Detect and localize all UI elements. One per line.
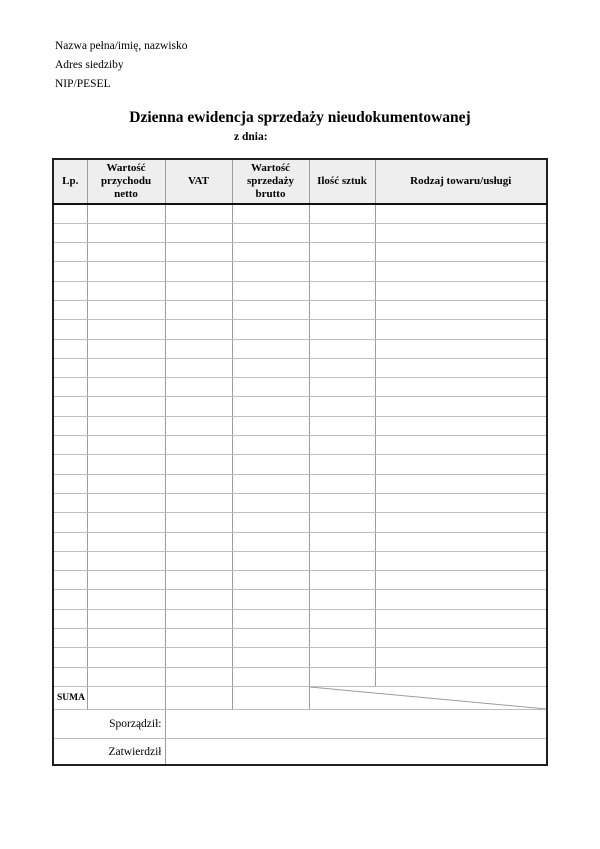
empty-cell xyxy=(165,629,232,648)
empty-cell xyxy=(309,378,375,397)
empty-cell xyxy=(87,609,165,628)
empty-cell xyxy=(232,397,309,416)
empty-row xyxy=(53,436,547,455)
empty-cell xyxy=(53,339,87,358)
empty-cell xyxy=(309,339,375,358)
approved-by-label: Zatwierdził xyxy=(53,738,165,765)
empty-cell xyxy=(232,590,309,609)
empty-cell xyxy=(232,339,309,358)
empty-cell xyxy=(375,339,547,358)
empty-cell xyxy=(232,416,309,435)
sales-record-table xyxy=(52,158,548,766)
empty-cell xyxy=(53,629,87,648)
empty-cell xyxy=(232,223,309,242)
empty-cell xyxy=(53,571,87,590)
empty-cell xyxy=(375,513,547,532)
empty-cell xyxy=(87,629,165,648)
identity-line-nip-pesel: NIP/PESEL xyxy=(55,78,111,90)
summary-gross-sales-cell xyxy=(232,686,309,709)
empty-cell xyxy=(53,262,87,281)
empty-cell xyxy=(309,223,375,242)
empty-cell xyxy=(232,648,309,667)
empty-cell xyxy=(87,571,165,590)
empty-row xyxy=(53,358,547,377)
empty-cell xyxy=(165,262,232,281)
empty-cell xyxy=(165,551,232,570)
empty-cell xyxy=(375,455,547,474)
empty-cell xyxy=(87,455,165,474)
empty-cell xyxy=(165,320,232,339)
empty-cell xyxy=(165,397,232,416)
empty-cell xyxy=(232,532,309,551)
empty-cell xyxy=(165,281,232,300)
empty-cell xyxy=(53,378,87,397)
empty-cell xyxy=(87,493,165,512)
empty-cell xyxy=(309,474,375,493)
empty-row xyxy=(53,243,547,262)
empty-cell xyxy=(87,204,165,223)
empty-cell xyxy=(232,243,309,262)
empty-cell xyxy=(53,204,87,223)
empty-cell xyxy=(375,397,547,416)
summary-crossed-out-cell xyxy=(309,686,547,709)
identity-line-address: Adres siedziby xyxy=(55,59,124,71)
empty-cell xyxy=(53,551,87,570)
empty-cell xyxy=(165,513,232,532)
empty-cell xyxy=(309,571,375,590)
empty-cell xyxy=(232,300,309,319)
table-body xyxy=(53,204,547,686)
identity-line-full-name: Nazwa pełna/imię, nazwisko xyxy=(55,40,188,52)
empty-cell xyxy=(375,474,547,493)
empty-cell xyxy=(309,493,375,512)
empty-cell xyxy=(87,474,165,493)
empty-cell xyxy=(87,262,165,281)
empty-cell xyxy=(165,223,232,242)
empty-row xyxy=(53,571,547,590)
empty-cell xyxy=(375,243,547,262)
empty-cell xyxy=(309,243,375,262)
summary-label-cell: SUMA xyxy=(53,686,87,709)
prepared-by-row xyxy=(53,709,547,738)
empty-cell xyxy=(165,590,232,609)
empty-cell xyxy=(309,629,375,648)
empty-cell xyxy=(165,204,232,223)
empty-row xyxy=(53,629,547,648)
prepared-by-signature-field xyxy=(165,709,547,738)
empty-cell xyxy=(165,493,232,512)
empty-cell xyxy=(165,609,232,628)
empty-cell xyxy=(87,300,165,319)
empty-cell xyxy=(87,513,165,532)
empty-cell xyxy=(87,358,165,377)
empty-cell xyxy=(53,300,87,319)
empty-cell xyxy=(165,378,232,397)
empty-cell xyxy=(53,455,87,474)
empty-row xyxy=(53,339,547,358)
summary-net-revenue-cell xyxy=(87,686,165,709)
empty-cell xyxy=(53,358,87,377)
empty-cell xyxy=(53,243,87,262)
empty-cell xyxy=(87,436,165,455)
empty-row xyxy=(53,416,547,435)
empty-cell xyxy=(375,378,547,397)
empty-cell xyxy=(53,513,87,532)
empty-row xyxy=(53,281,547,300)
empty-cell xyxy=(375,300,547,319)
empty-row xyxy=(53,532,547,551)
empty-cell xyxy=(232,571,309,590)
empty-cell xyxy=(375,281,547,300)
empty-cell xyxy=(232,455,309,474)
empty-cell xyxy=(375,590,547,609)
empty-cell xyxy=(53,223,87,242)
empty-row xyxy=(53,609,547,628)
empty-cell xyxy=(309,648,375,667)
empty-cell xyxy=(232,667,309,686)
empty-cell xyxy=(309,513,375,532)
empty-cell xyxy=(309,590,375,609)
empty-row xyxy=(53,648,547,667)
empty-row xyxy=(53,474,547,493)
empty-row xyxy=(53,378,547,397)
empty-cell xyxy=(165,339,232,358)
empty-cell xyxy=(375,416,547,435)
empty-cell xyxy=(87,667,165,686)
empty-cell xyxy=(87,243,165,262)
empty-row xyxy=(53,551,547,570)
empty-cell xyxy=(165,474,232,493)
empty-cell xyxy=(53,493,87,512)
approved-by-row xyxy=(53,738,547,765)
empty-cell xyxy=(309,204,375,223)
empty-row xyxy=(53,262,547,281)
column-header-goods-type: Rodzaj towaru/usługi xyxy=(375,159,547,204)
column-header-quantity: Ilość sztuk xyxy=(309,159,375,204)
table-header-row xyxy=(53,159,547,204)
empty-cell xyxy=(87,339,165,358)
empty-cell xyxy=(53,474,87,493)
empty-cell xyxy=(375,358,547,377)
empty-row xyxy=(53,397,547,416)
empty-cell xyxy=(309,436,375,455)
empty-cell xyxy=(309,455,375,474)
empty-cell xyxy=(53,320,87,339)
identity-block xyxy=(55,37,188,94)
empty-cell xyxy=(165,243,232,262)
empty-row xyxy=(53,300,547,319)
empty-cell xyxy=(87,281,165,300)
empty-cell xyxy=(309,397,375,416)
empty-row xyxy=(53,493,547,512)
empty-cell xyxy=(87,416,165,435)
summary-row xyxy=(53,686,547,709)
empty-cell xyxy=(165,358,232,377)
empty-row xyxy=(53,513,547,532)
empty-cell xyxy=(232,609,309,628)
empty-cell xyxy=(232,513,309,532)
empty-cell xyxy=(53,609,87,628)
empty-cell xyxy=(53,667,87,686)
empty-row xyxy=(53,455,547,474)
empty-cell xyxy=(53,532,87,551)
empty-cell xyxy=(309,551,375,570)
empty-cell xyxy=(165,300,232,319)
empty-row xyxy=(53,590,547,609)
empty-cell xyxy=(232,551,309,570)
empty-cell xyxy=(232,320,309,339)
empty-cell xyxy=(232,378,309,397)
empty-cell xyxy=(165,571,232,590)
prepared-by-label: Sporządził: xyxy=(53,709,165,738)
column-header-net-revenue: Wartość przychodu netto xyxy=(87,159,165,204)
empty-cell xyxy=(87,397,165,416)
empty-cell xyxy=(309,358,375,377)
empty-cell xyxy=(375,493,547,512)
empty-cell xyxy=(232,493,309,512)
empty-cell xyxy=(309,667,375,686)
empty-cell xyxy=(165,532,232,551)
empty-cell xyxy=(53,416,87,435)
empty-cell xyxy=(375,436,547,455)
empty-cell xyxy=(309,281,375,300)
empty-cell xyxy=(309,416,375,435)
empty-row xyxy=(53,204,547,223)
empty-cell xyxy=(232,262,309,281)
column-header-vat: VAT xyxy=(165,159,232,204)
empty-cell xyxy=(375,262,547,281)
empty-cell xyxy=(375,223,547,242)
empty-cell xyxy=(53,281,87,300)
empty-cell xyxy=(165,455,232,474)
empty-cell xyxy=(165,648,232,667)
empty-cell xyxy=(87,551,165,570)
form-title: Dzienna ewidencja sprzedaży nieudokumentowanej xyxy=(129,109,471,126)
empty-cell xyxy=(165,667,232,686)
empty-row xyxy=(53,223,547,242)
empty-cell xyxy=(375,532,547,551)
empty-cell xyxy=(375,629,547,648)
empty-cell xyxy=(375,320,547,339)
empty-cell xyxy=(232,281,309,300)
empty-cell xyxy=(309,262,375,281)
summary-vat-cell xyxy=(165,686,232,709)
empty-cell xyxy=(87,320,165,339)
column-header-lp: Lp. xyxy=(53,159,87,204)
empty-cell xyxy=(232,436,309,455)
empty-cell xyxy=(232,358,309,377)
empty-row xyxy=(53,320,547,339)
empty-cell xyxy=(309,532,375,551)
empty-cell xyxy=(87,590,165,609)
empty-cell xyxy=(87,223,165,242)
form-date-label: z dnia: xyxy=(234,131,268,143)
empty-cell xyxy=(87,378,165,397)
empty-cell xyxy=(375,551,547,570)
empty-row xyxy=(53,667,547,686)
empty-cell xyxy=(309,320,375,339)
empty-cell xyxy=(232,629,309,648)
empty-cell xyxy=(375,204,547,223)
empty-cell xyxy=(375,609,547,628)
empty-cell xyxy=(53,397,87,416)
empty-cell xyxy=(375,667,547,686)
empty-cell xyxy=(87,648,165,667)
empty-cell xyxy=(53,436,87,455)
diagonal-strikethrough-icon xyxy=(310,687,547,709)
table-footer xyxy=(53,686,547,765)
empty-cell xyxy=(53,648,87,667)
column-header-gross-sales: Wartość sprzedaży brutto xyxy=(232,159,309,204)
empty-cell xyxy=(375,571,547,590)
empty-cell xyxy=(375,648,547,667)
empty-cell xyxy=(232,204,309,223)
empty-cell xyxy=(165,416,232,435)
empty-cell xyxy=(87,532,165,551)
empty-cell xyxy=(309,300,375,319)
empty-cell xyxy=(165,436,232,455)
empty-cell xyxy=(53,590,87,609)
empty-cell xyxy=(309,609,375,628)
approved-by-signature-field xyxy=(165,738,547,765)
empty-cell xyxy=(232,474,309,493)
